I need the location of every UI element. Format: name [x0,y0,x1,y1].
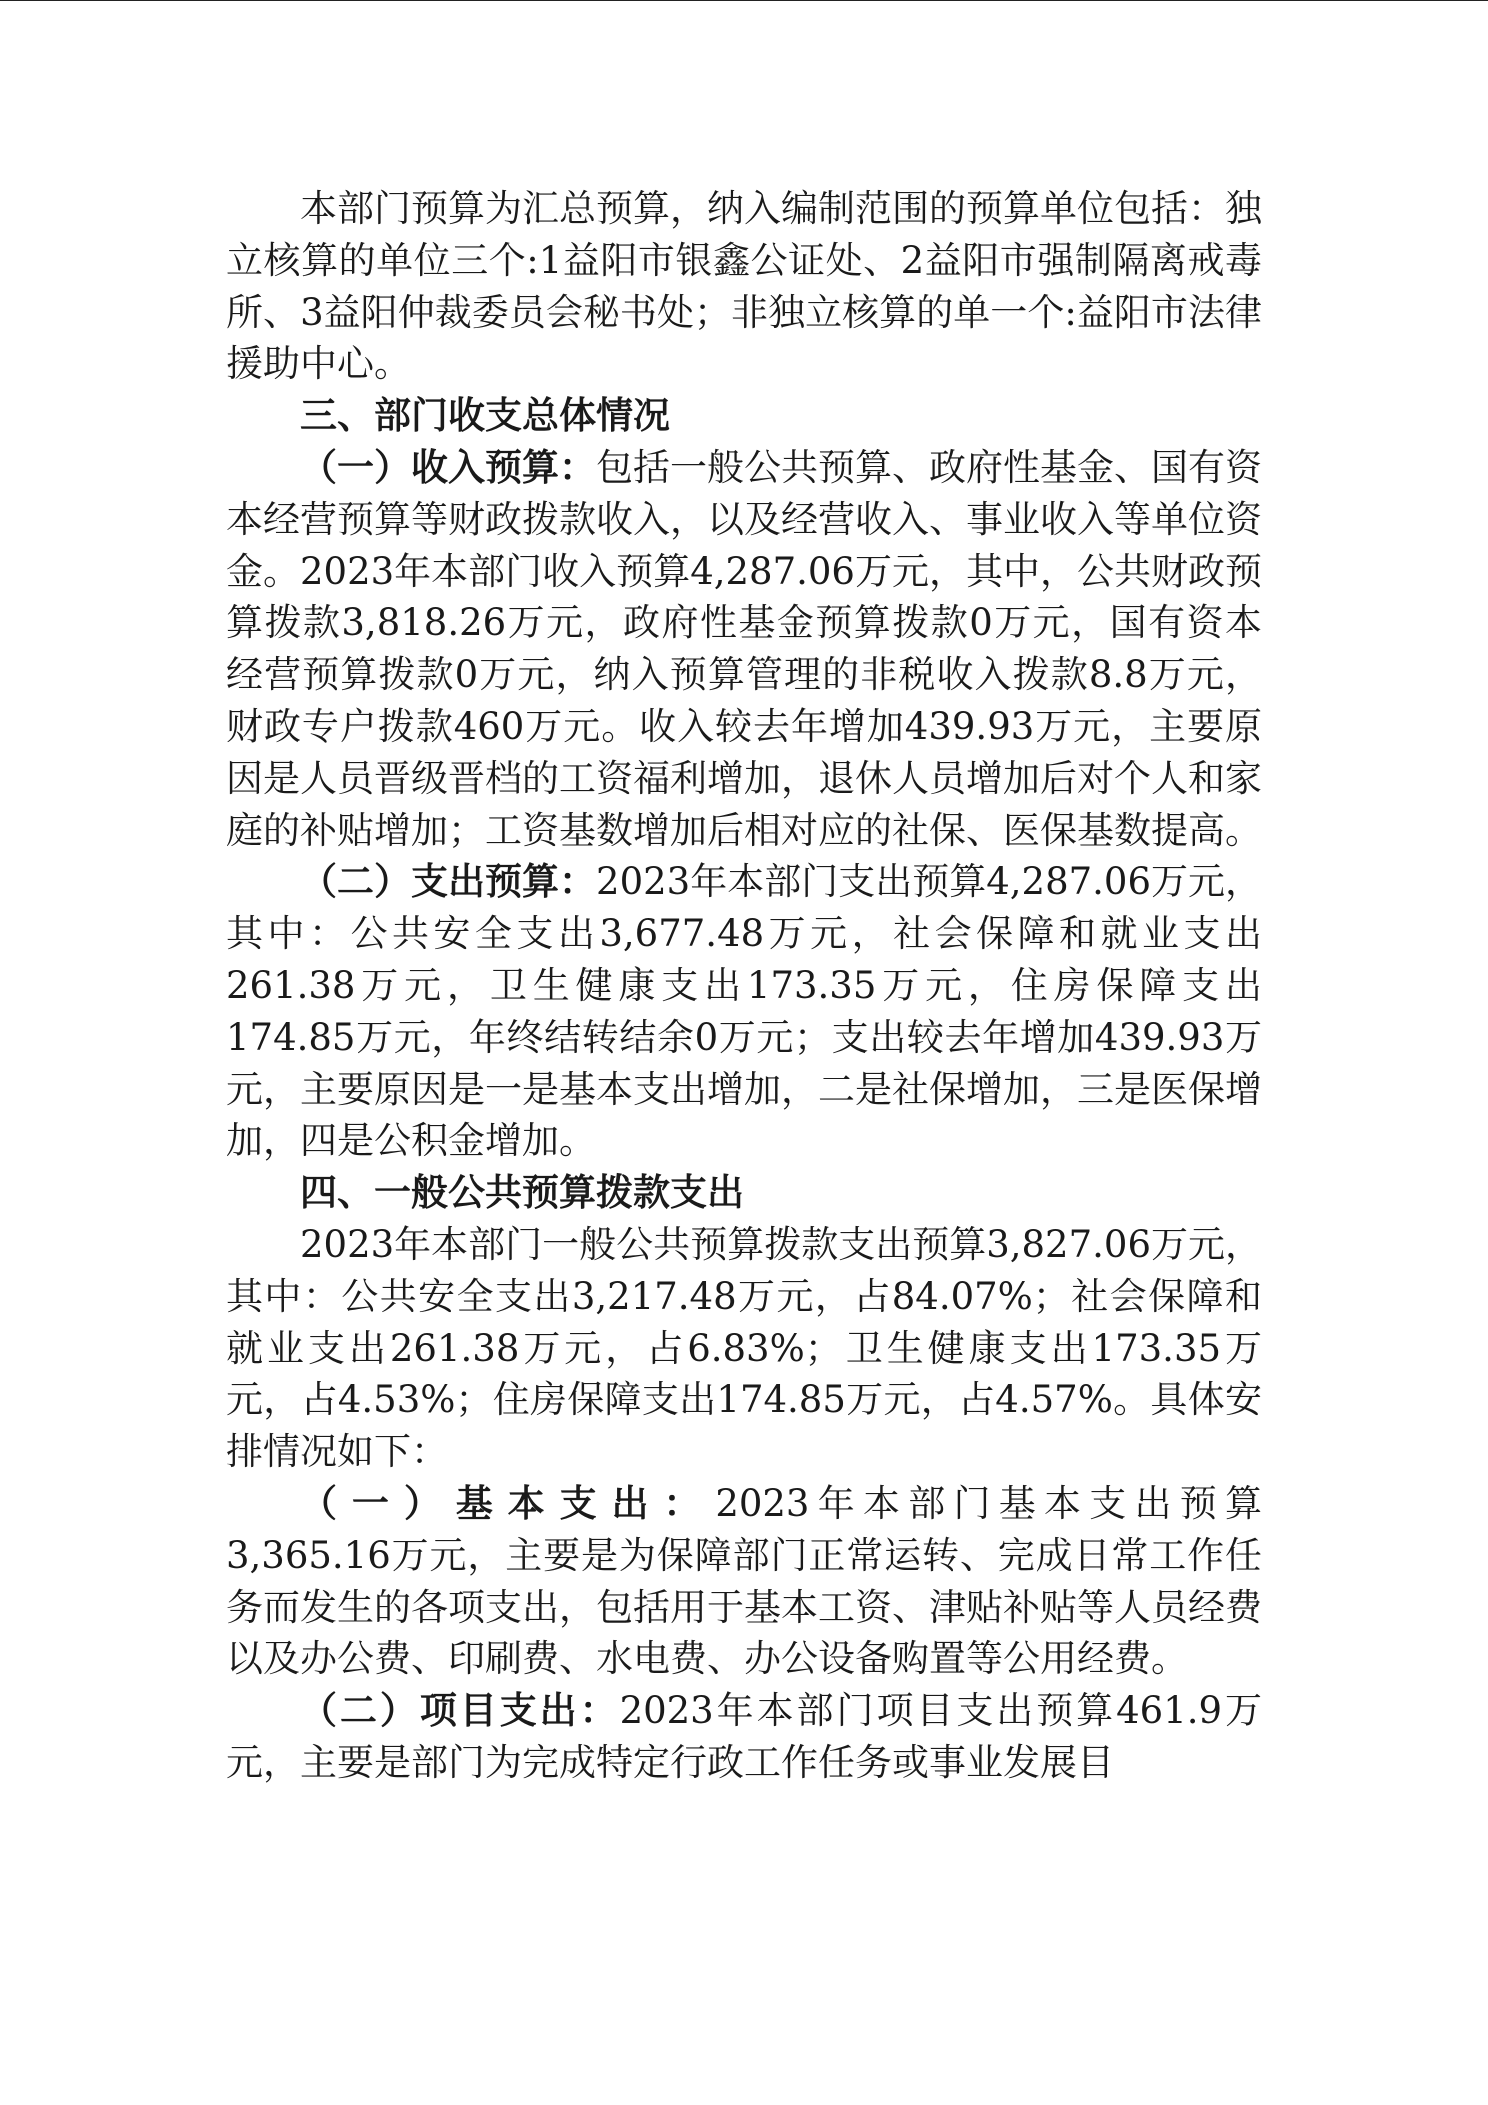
document-body [226,183,1262,1789]
income-budget-lead: （一）收入预算： [300,445,596,489]
paragraph-basic-expenditure [226,1478,1262,1685]
section-heading-overall-income-expense: 三、部门收支总体情况 [300,394,670,438]
paragraph-general-public-budget: 2023年本部门一般公共预算拨款支出预算3,827.06万元，其中：公共安全支出3,217.48万元，占84.07%；社会保障和就业支出261.38万元，占6.83%；卫生健康支出173.35万元，占4.53%；住房保障支出174.85万元，占4.57%。具体安排情况如下： [226,1222,1262,1474]
income-budget-text: 包括一般公共预算、政府性基金、国有资本经营预算等财政拨款收入，以及经营收入、事业收入等单位资金。2023年本部门收入预算4,287.06万元，其中，公共财政预算拨款3,818.26万元，政府性基金预算拨款0万元，国有资本经营预算拨款0万元，纳入预算管理的非税收入拨款8.8万元，财政专户拨款460万元。收入较去年增加439.93万元，主要原因是人员晋级晋档的工资福利增加，退休人员增加后对个人和家庭的补贴增加；工资基数增加后相对应的社保、医保基数提高。 [226,445,1262,852]
section-heading-general-public-budget: 四、一般公共预算拨款支出 [300,1171,744,1215]
paragraph-project-expenditure [226,1685,1262,1789]
basic-expenditure-text: 2023年本部门基本支出预算3,365.16万元，主要是为保障部门正常运转、完成日常工作任务而发生的各项支出，包括用于基本工资、津贴补贴等人员经费以及办公费、印刷费、水电费、办公设备购置等公用经费。 [226,1481,1263,1681]
expense-budget-lead: （二）支出预算： [300,860,597,904]
project-expenditure-text: 2023年本部门项目支出预算461.9万元，主要是部门为完成特定行政工作任务或事业发展目 [226,1689,1262,1784]
project-expenditure-lead: （二）项目支出： [300,1689,620,1733]
expense-budget-text: 2023年本部门支出预算4,287.06万元，其中：公共安全支出3,677.48万元，社会保障和就业支出261.38万元，卫生健康支出173.35万元，住房保障支出174.85万元，年终结转结余0万元；支出较去年增加439.93万元，主要原因是一是基本支出增加，二是社保增加，三是医保增加，四是公积金增加。 [226,860,1262,1163]
basic-expenditure-lead: （一）基本支出： [300,1481,716,1525]
paragraph-income-budget [226,442,1262,856]
paragraph-expense-budget [226,856,1262,1167]
paragraph-budget-scope: 本部门预算为汇总预算，纳入编制范围的预算单位包括：独立核算的单位三个:1益阳市银鑫公证处、2益阳市强制隔离戒毒所、3益阳仲裁委员会秘书处；非独立核算的单一个:益阳市法律援助中心。 [226,187,1262,386]
